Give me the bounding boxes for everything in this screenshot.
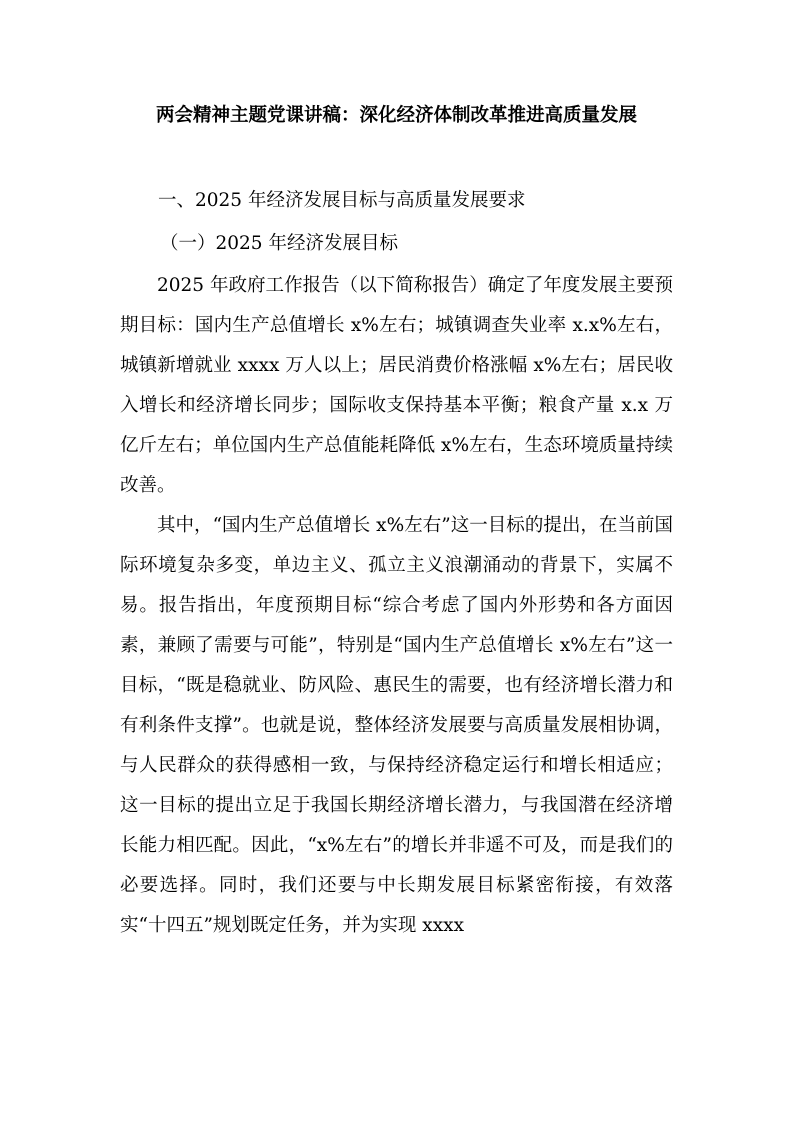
subsection-heading: （一）2025 年经济发展目标 bbox=[160, 233, 398, 254]
document-title: 两会精神主题党课讲稿：深化经济体制改革推进高质量发展 bbox=[155, 105, 637, 126]
body-paragraph-2: 其中，“国内生产总值增长 x%左右”这一目标的提出，在当前国际环境复杂多变，单边主义、孤立主义浪潮涌动的背景下，实属不易。报告指出，年度预期目标“综合考虑了国内外形势和各方面因素，兼顾了需要与可能”，特别是“国内生产总值增长 x%左右”这一目标，“既是稳就业、防风险、惠民生的需要，也有经济增长潜力和有利条件支撑”。也就是说，整体经济发展要与高质量发展相协调，与人民群众的获得感相一致，与保持经济稳定运行和增长相适应；这一目标的提出立足于我国长期经济增长潜力，与我国潜在经济增长能力相匹配。因此，“x%左右”的增长并非遥不可及，而是我们的必要选择。同时，我们还要与中长期发展目标紧密衔接，有效落实“十四五”规划既定任务，并为实现 xxxx bbox=[120, 515, 673, 936]
body-paragraph-1: 2025 年政府工作报告（以下简称报告）确定了年度发展主要预期目标：国内生产总值增长 x%左右；城镇调查失业率 x.x%左右，城镇新增就业 xxxx 万人以上；居民消费价格涨幅 x%左右；居民收入增长和经济增长同步；国际收支保持基本平衡；粮食产量 x.x 万亿斤左右；单位国内生产总值能耗降低 x%左右，生态环境质量持续改善。 bbox=[120, 275, 673, 496]
section-heading: 一、2025 年经济发展目标与高质量发展要求 bbox=[158, 190, 526, 211]
